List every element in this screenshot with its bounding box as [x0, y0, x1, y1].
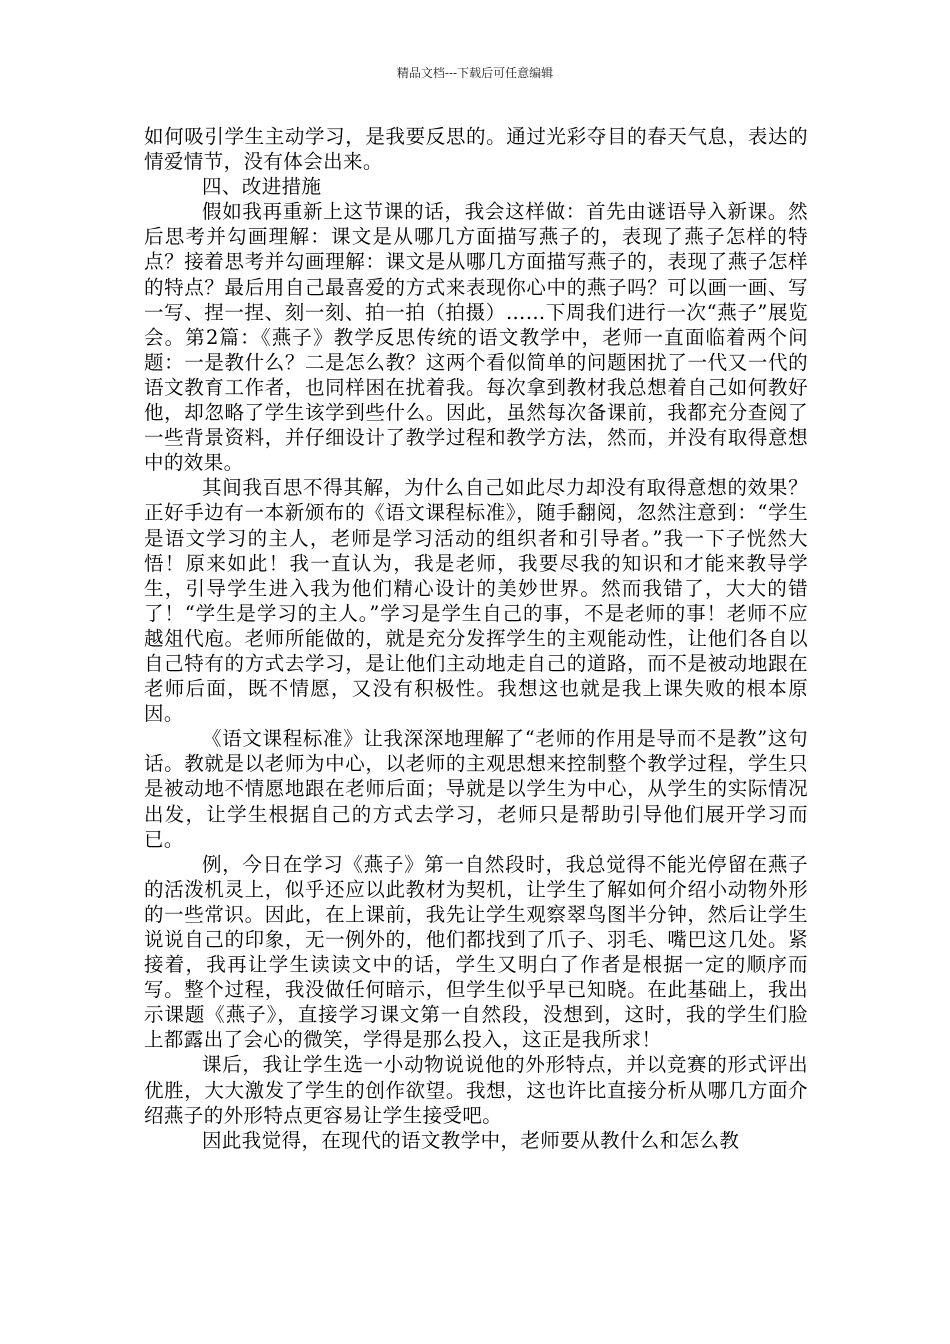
paragraph: 课后，我让学生选一小动物说说他的外形特点，并以竞赛的形式评出优胜，大大激发了学生的创作欲望。我想，这也许比直接分析从哪几方面介绍燕子的外形特点更容易让学生接受吧。	[144, 1053, 808, 1127]
paragraph: 因此我觉得，在现代的语文教学中，老师要从教什么和怎么教	[202, 1128, 740, 1152]
section-heading: 四、改进措施	[202, 175, 322, 199]
document-body	[144, 124, 808, 1153]
paragraph: 其间我百思不得其解，为什么自己如此尽力却没有取得意想的效果？正好手边有一本新颁布的《语文课程标准》，随手翻阅，忽然注意到：“学生是语文学习的主人，老师是学习活动的组织者和引导者。”我一下子恍然大悟！原来如此！我一直认为，我是老师，我要尽我的知识和才能来教导学生，引导学生进入我为他们精心设计的美妙世界。然而我错了，大大的错了！“学生是学习的主人。”学习是学生自己的事，不是老师的事！老师不应越俎代庖。老师所能做的，就是充分发挥学生的主观能动性，让他们各自以自己特有的方式去学习，是让他们主动地走自己的道路，而不是被动地跟在老师后面，既不情愿，又没有积极性。我想这也就是我上课失败的根本原因。	[144, 476, 808, 726]
paragraph: 假如我再重新上这节课的话，我会这样做：首先由谜语导入新课。然后思考并勾画理解：课文是从哪几方面描写燕子的，表现了燕子怎样的特点？接着思考并勾画理解：课文是从哪几方面描写燕子的，表现了燕子怎样的特点？最后用自己最喜爱的方式来表现你心中的燕子吗？可以画一画、写一写、捏一捏、刻一刻、拍一拍（拍摄）……下周我们进行一次“燕子”展览会。第2篇：《燕子》教学反思传统的语文教学中，老师一直面临着两个问题：一是教什么？二是怎么教？这两个看似简单的问题困扰了一代又一代的语文教育工作者，也同样困在扰着我。每次拿到教材我总想着自己如何教好他，却忽略了学生该学到些什么。因此，虽然每次备课前，我都充分查阅了一些背景资料，并仔细设计了教学过程和教学方法，然而，并没有取得意想中的效果。	[144, 200, 808, 475]
paragraph: 如何吸引学生主动学习，是我要反思的。通过光彩夺目的春天气息，表达的情爱情节，没有体会出来。	[144, 125, 808, 174]
page-header: 精品文档---下载后可任意编辑	[396, 66, 554, 80]
paragraph: 例，今日在学习《燕子》第一自然段时，我总觉得不能光停留在燕子的活泼机灵上，似乎还应以此教材为契机，让学生了解如何介绍小动物外形的一些常识。因此，在上课前，我先让学生观察翠鸟图半分钟，然后让学生说说自己的印象，无一例外的，他们都找到了爪子、羽毛、嘴巴这几处。紧接着，我再让学生读读文中的话，学生又明白了作者是根据一定的顺序而写。整个过程，我没做任何暗示，但学生似乎早已知晓。在此基础上，我出示课题《燕子》，直接学习课文第一自然段，没想到，这时，我的学生们脸上都露出了会心的微笑，学得是那么投入，这正是我所求！	[144, 852, 808, 1052]
paragraph: 《语文课程标准》让我深深地理解了“老师的作用是导而不是教”这句话。教就是以老师为中心，以老师的主观思想来控制整个教学过程，学生只是被动地不情愿地跟在老师后面；导就是以学生为中心，从学生的实际情况出发，让学生根据自己的方式去学习，老师只是帮助引导他们展开学习而已。	[144, 727, 808, 851]
